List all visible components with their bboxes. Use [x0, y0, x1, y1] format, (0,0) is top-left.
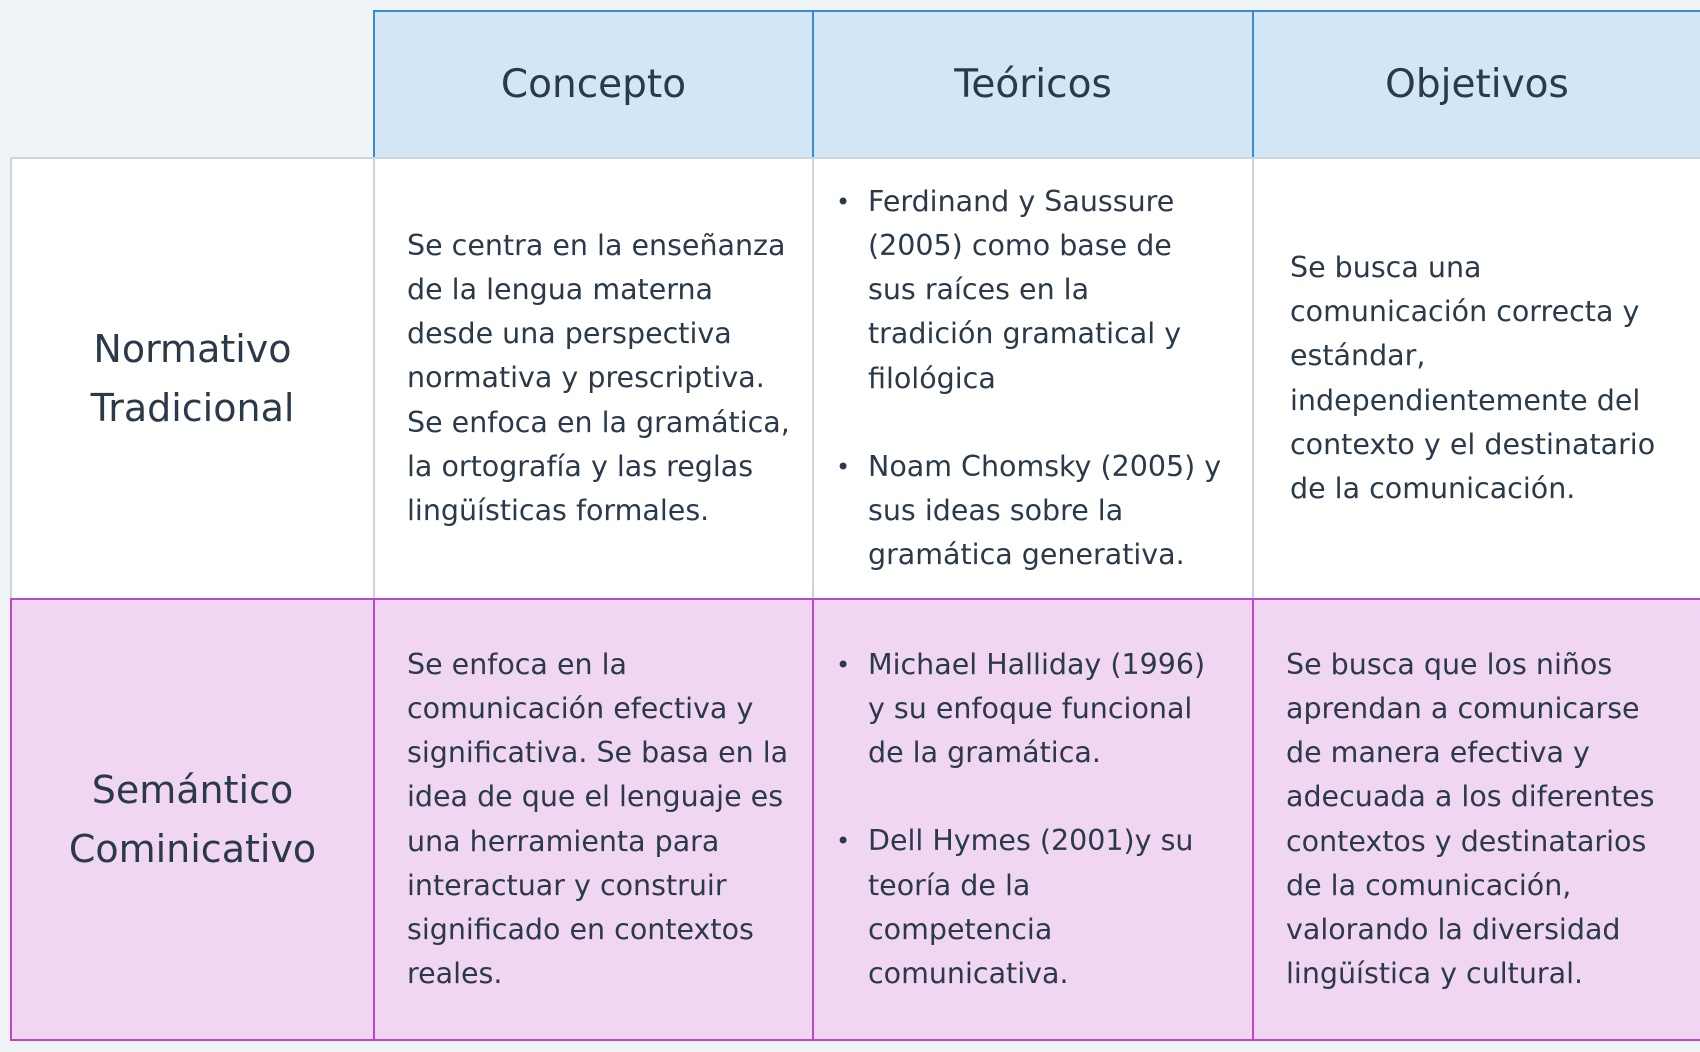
header-concepto-label: Concepto	[500, 62, 687, 107]
theorists-list	[814, 643, 1215, 996]
text-line: (2005) como base de	[868, 228, 1172, 262]
text-line: normativa y prescriptiva.	[407, 361, 765, 395]
text-line: y su enfoque funcional	[868, 691, 1193, 725]
text-line: Se enfoca en la	[407, 647, 627, 681]
cell-concepto-semantico	[373, 598, 814, 1041]
list-item	[814, 180, 1221, 401]
list-item	[814, 819, 1205, 996]
text-line: filológica	[868, 361, 996, 395]
text-line: Michael Halliday (1996)	[868, 647, 1206, 681]
text-line: comunicación correcta y	[1290, 295, 1640, 329]
text-line: significado en contextos	[407, 912, 754, 946]
text-line: comunicativa.	[868, 957, 1069, 990]
header-objetivos	[1252, 10, 1700, 159]
header-objetivos-label: Objetivos	[1385, 62, 1569, 107]
cell-teoricos-semantico	[812, 598, 1254, 1041]
header-concepto	[373, 10, 814, 159]
text-line: lingüística y cultural.	[1286, 957, 1584, 991]
text-line: gramática generativa.	[868, 538, 1185, 572]
text-line: sus raíces en la	[868, 273, 1090, 307]
text-line: interactuar y construir	[407, 868, 727, 902]
text-line: una herramienta para	[407, 824, 720, 858]
text-line: significativa. Se basa en la	[407, 736, 789, 770]
text-line: de la gramática.	[868, 736, 1101, 770]
text-line: Noam Chomsky (2005) y	[868, 449, 1222, 483]
row-label-line: Cominicativo	[68, 826, 317, 871]
row-label-line: Tradicional	[90, 385, 295, 430]
text-line: lingüísticas formales.	[407, 494, 710, 527]
text-line: reales.	[407, 957, 503, 991]
text-line: adecuada a los diferentes	[1286, 780, 1655, 814]
text-line: valorando la diversidad	[1286, 912, 1621, 946]
bullet-icon: •	[836, 827, 851, 856]
row-label-line: Semántico	[91, 767, 294, 812]
text-line: contextos y destinatarios	[1286, 824, 1647, 858]
cell-concepto-normativo	[373, 157, 814, 600]
text-line: desde una perspectiva	[407, 317, 732, 351]
text-line: Se centra en la enseñanza	[407, 228, 786, 262]
header-teoricos	[812, 10, 1254, 159]
text-line: de la lengua materna	[407, 272, 713, 306]
row-label-semantico	[10, 598, 375, 1041]
cell-objetivos-normativo	[1252, 157, 1700, 600]
text-line: sus ideas sobre la	[868, 493, 1124, 527]
text-line: Se busca una	[1290, 250, 1482, 284]
text-line: Ferdinand y Saussure	[868, 184, 1175, 218]
text-line: idea de que el lenguaje es	[407, 780, 784, 814]
bullet-icon: •	[836, 187, 851, 216]
text-line: de la comunicación.	[1290, 471, 1576, 505]
text-line: Dell Hymes (2001)y su	[868, 824, 1194, 858]
text-line: de la comunicación,	[1286, 868, 1572, 902]
text-line: estándar,	[1290, 339, 1426, 373]
text-line: competencia	[868, 912, 1053, 946]
text-line: de manera efectiva y	[1286, 736, 1590, 770]
bullet-icon: •	[836, 650, 851, 679]
cell-teoricos-normativo	[812, 157, 1254, 600]
text-line: contexto y el destinatario	[1290, 427, 1656, 461]
text-line: Se busca que los niños	[1286, 647, 1613, 681]
text-line: la ortografía y las reglas	[407, 449, 754, 483]
list-item	[814, 445, 1221, 578]
list-item	[814, 643, 1205, 776]
text-line: aprendan a comunicarse	[1286, 691, 1640, 725]
theorists-list	[814, 180, 1231, 578]
text-line: independientemente del	[1290, 383, 1641, 417]
bullet-icon: •	[836, 452, 851, 481]
row-label-line: Normativo	[93, 326, 292, 371]
text-line: tradición gramatical y	[868, 317, 1182, 351]
text-line: teoría de la	[868, 868, 1031, 902]
text-line: comunicación efectiva y	[407, 691, 754, 725]
row-label-normativo	[10, 157, 375, 600]
text-line: Se enfoca en la gramática,	[407, 405, 790, 439]
cell-objetivos-semantico	[1252, 598, 1700, 1041]
header-teoricos-label: Teóricos	[954, 62, 1112, 107]
